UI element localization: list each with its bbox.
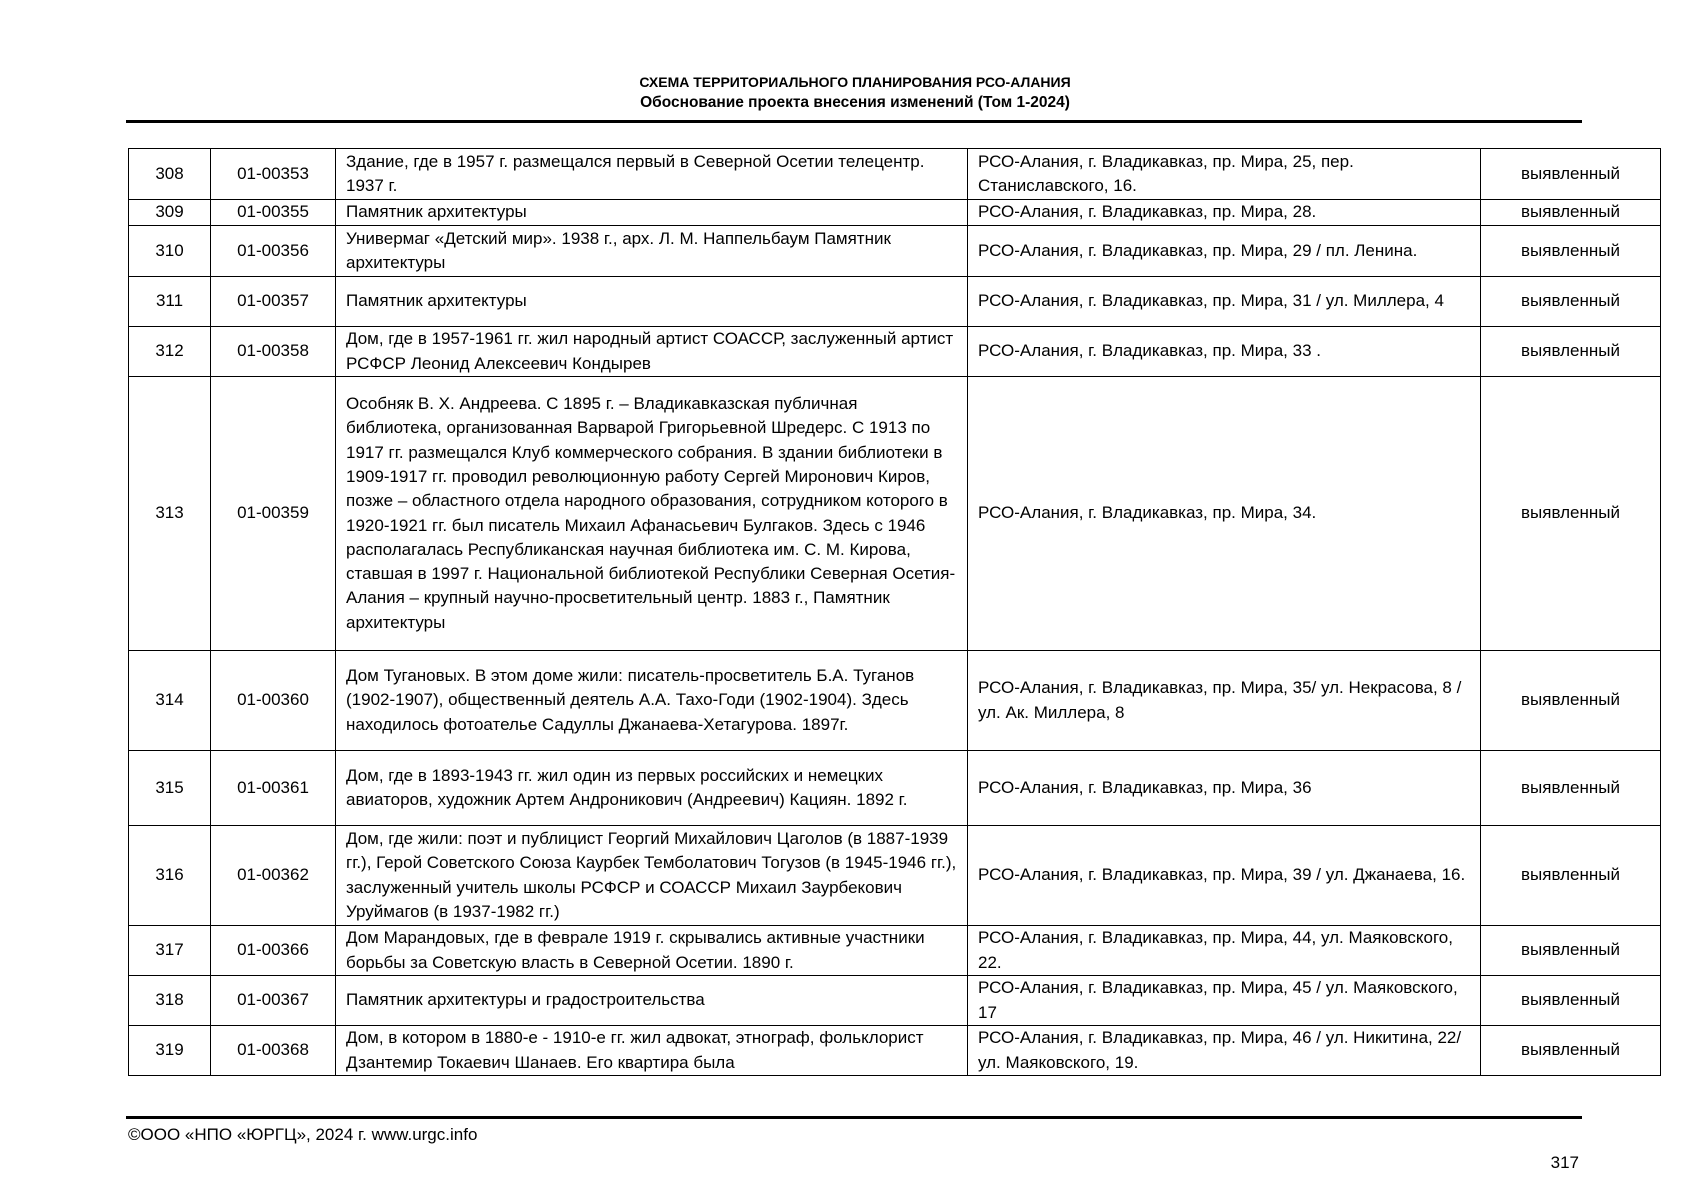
footer-copyright: ©ООО «НПО «ЮРГЦ», 2024 г. www.urgc.info — [128, 1125, 478, 1144]
object-address: РСО-Алания, г. Владикавказ, пр. Мира, 31 / ул. Миллера, 4 — [968, 277, 1481, 327]
row-number: 308 — [129, 149, 211, 200]
object-description: Памятник архитектуры — [336, 200, 968, 226]
object-code: 01-00357 — [211, 277, 336, 327]
row-number: 317 — [129, 926, 211, 976]
object-status: выявленный — [1481, 976, 1661, 1026]
table-row — [129, 200, 1661, 226]
page-number: 317 — [1550, 1153, 1579, 1172]
object-code: 01-00368 — [211, 1026, 336, 1076]
table-row — [129, 327, 1661, 377]
object-description: Памятник архитектуры и градостроительства — [336, 976, 968, 1026]
row-number: 313 — [129, 377, 211, 651]
object-description: Дом, где в 1957-1961 гг. жил народный артист СОАССР, заслуженный артист РСФСР Леонид Алексеевич Кондырев — [336, 327, 968, 377]
object-description: Дом, в котором в 1880-е - 1910-е гг. жил адвокат, этнограф, фольклорист Дзантемир Токаевич Шанаев. Его квартира была — [336, 1026, 968, 1076]
object-address: РСО-Алания, г. Владикавказ, пр. Мира, 33 . — [968, 327, 1481, 377]
page-header — [128, 72, 1582, 114]
object-description: Памятник архитектуры — [336, 277, 968, 327]
object-status: выявленный — [1481, 377, 1661, 651]
row-number: 312 — [129, 327, 211, 377]
object-status: выявленный — [1481, 327, 1661, 377]
table-row — [129, 277, 1661, 327]
table-row — [129, 651, 1661, 751]
object-code: 01-00355 — [211, 200, 336, 226]
object-code: 01-00358 — [211, 327, 336, 377]
object-description: Здание, где в 1957 г. размещался первый в Северной Осетии телецентр. 1937 г. — [336, 149, 968, 200]
object-code: 01-00367 — [211, 976, 336, 1026]
document-subtitle: Обоснование проекта внесения изменений (Том 1-2024) — [640, 94, 1070, 111]
row-number: 318 — [129, 976, 211, 1026]
object-address: РСО-Алания, г. Владикавказ, пр. Мира, 45 / ул. Маяковского, 17 — [968, 976, 1481, 1026]
object-address: РСО-Алания, г. Владикавказ, пр. Мира, 25, пер. Станиславского, 16. — [968, 149, 1481, 200]
object-address: РСО-Алания, г. Владикавказ, пр. Мира, 39 / ул. Джанаева, 16. — [968, 826, 1481, 926]
monuments-table — [128, 148, 1661, 1076]
table-row — [129, 926, 1661, 976]
object-address: РСО-Алания, г. Владикавказ, пр. Мира, 34. — [968, 377, 1481, 651]
object-code: 01-00353 — [211, 149, 336, 200]
object-status: выявленный — [1481, 826, 1661, 926]
table-row — [129, 226, 1661, 277]
object-address: РСО-Алания, г. Владикавказ, пр. Мира, 44, ул. Маяковского, 22. — [968, 926, 1481, 976]
table-row — [129, 976, 1661, 1026]
object-code: 01-00359 — [211, 377, 336, 651]
object-description: Дом Марандовых, где в феврале 1919 г. скрывались активные участники борьбы за Советскую власть в Северной Осетии. 1890 г. — [336, 926, 968, 976]
row-number: 314 — [129, 651, 211, 751]
object-code: 01-00356 — [211, 226, 336, 277]
object-status: выявленный — [1481, 149, 1661, 200]
object-description: Дом, где в 1893-1943 гг. жил один из первых российских и немецких авиаторов, художник Артем Андроникович (Андреевич) Кациян. 1892 г. — [336, 751, 968, 826]
table-row — [129, 377, 1661, 651]
object-status: выявленный — [1481, 751, 1661, 826]
object-status: выявленный — [1481, 926, 1661, 976]
table-row — [129, 826, 1661, 926]
object-address: РСО-Алания, г. Владикавказ, пр. Мира, 29 / пл. Ленина. — [968, 226, 1481, 277]
row-number: 311 — [129, 277, 211, 327]
table-row — [129, 751, 1661, 826]
object-description: Дом Тугановых. В этом доме жили: писатель-просветитель Б.А. Туганов (1902-1907), общественный деятель А.А. Тахо-Годи (1902-1904). Здесь находилось фотоателье Садуллы Джанаева-Хетагурова. 1897г. — [336, 651, 968, 751]
table-row — [129, 1026, 1661, 1076]
object-address: РСО-Алания, г. Владикавказ, пр. Мира, 46 / ул. Никитина, 22/ ул. Маяковского, 19. — [968, 1026, 1481, 1076]
row-number: 319 — [129, 1026, 211, 1076]
row-number: 315 — [129, 751, 211, 826]
object-status: выявленный — [1481, 277, 1661, 327]
monuments-table-body — [129, 149, 1661, 1076]
object-code: 01-00360 — [211, 651, 336, 751]
object-code: 01-00366 — [211, 926, 336, 976]
object-status: выявленный — [1481, 1026, 1661, 1076]
document-title: СХЕМА ТЕРРИТОРИАЛЬНОГО ПЛАНИРОВАНИЯ РСО-АЛАНИЯ — [639, 74, 1071, 90]
object-code: 01-00362 — [211, 826, 336, 926]
row-number: 309 — [129, 200, 211, 226]
object-code: 01-00361 — [211, 751, 336, 826]
object-description: Особняк В. Х. Андреева. С 1895 г. – Владикавказская публичная библиотека, организованная Варварой Григорьевной Шредерс. С 1913 по 1917 гг. размещался Клуб коммерческого собрания. В здании библиотеки в 1909-1917 гг. проводил революционную работу Сергей Миронович Киров, позже – областного отдела народного образования, сотрудником которого в 1920-1921 гг. был писатель Михаил Афанасьевич Булгаков. Здесь с 1946 располагалась Республиканская научная библиотека им. С. М. Кирова, ставшая в 1997 г. Национальной библиотекой Республики Северная Осетия-Алания – крупный научно-просветительный центр. 1883 г., Памятник архитектуры — [336, 377, 968, 651]
object-address: РСО-Алания, г. Владикавказ, пр. Мира, 28. — [968, 200, 1481, 226]
object-status: выявленный — [1481, 651, 1661, 751]
footer-divider — [126, 1116, 1582, 1119]
object-address: РСО-Алания, г. Владикавказ, пр. Мира, 36 — [968, 751, 1481, 826]
row-number: 310 — [129, 226, 211, 277]
object-description: Универмаг «Детский мир». 1938 г., арх. Л. М. Наппельбаум Памятник архитектуры — [336, 226, 968, 277]
object-address: РСО-Алания, г. Владикавказ, пр. Мира, 35/ ул. Некрасова, 8 / ул. Ак. Миллера, 8 — [968, 651, 1481, 751]
monuments-table-container — [128, 148, 1660, 1076]
row-number: 316 — [129, 826, 211, 926]
object-description: Дом, где жили: поэт и публицист Георгий Михайлович Цаголов (в 1887-1939 гг.), Герой Советского Союза Каурбек Темболатович Тогузов (в 1945-1946 гг.), заслуженный учитель школы РСФСР и СОАССР Михаил Заурбекович Уруймагов (в 1937-1982 гг.) — [336, 826, 968, 926]
object-status: выявленный — [1481, 226, 1661, 277]
object-status: выявленный — [1481, 200, 1661, 226]
table-row — [129, 149, 1661, 200]
header-divider — [126, 120, 1582, 123]
